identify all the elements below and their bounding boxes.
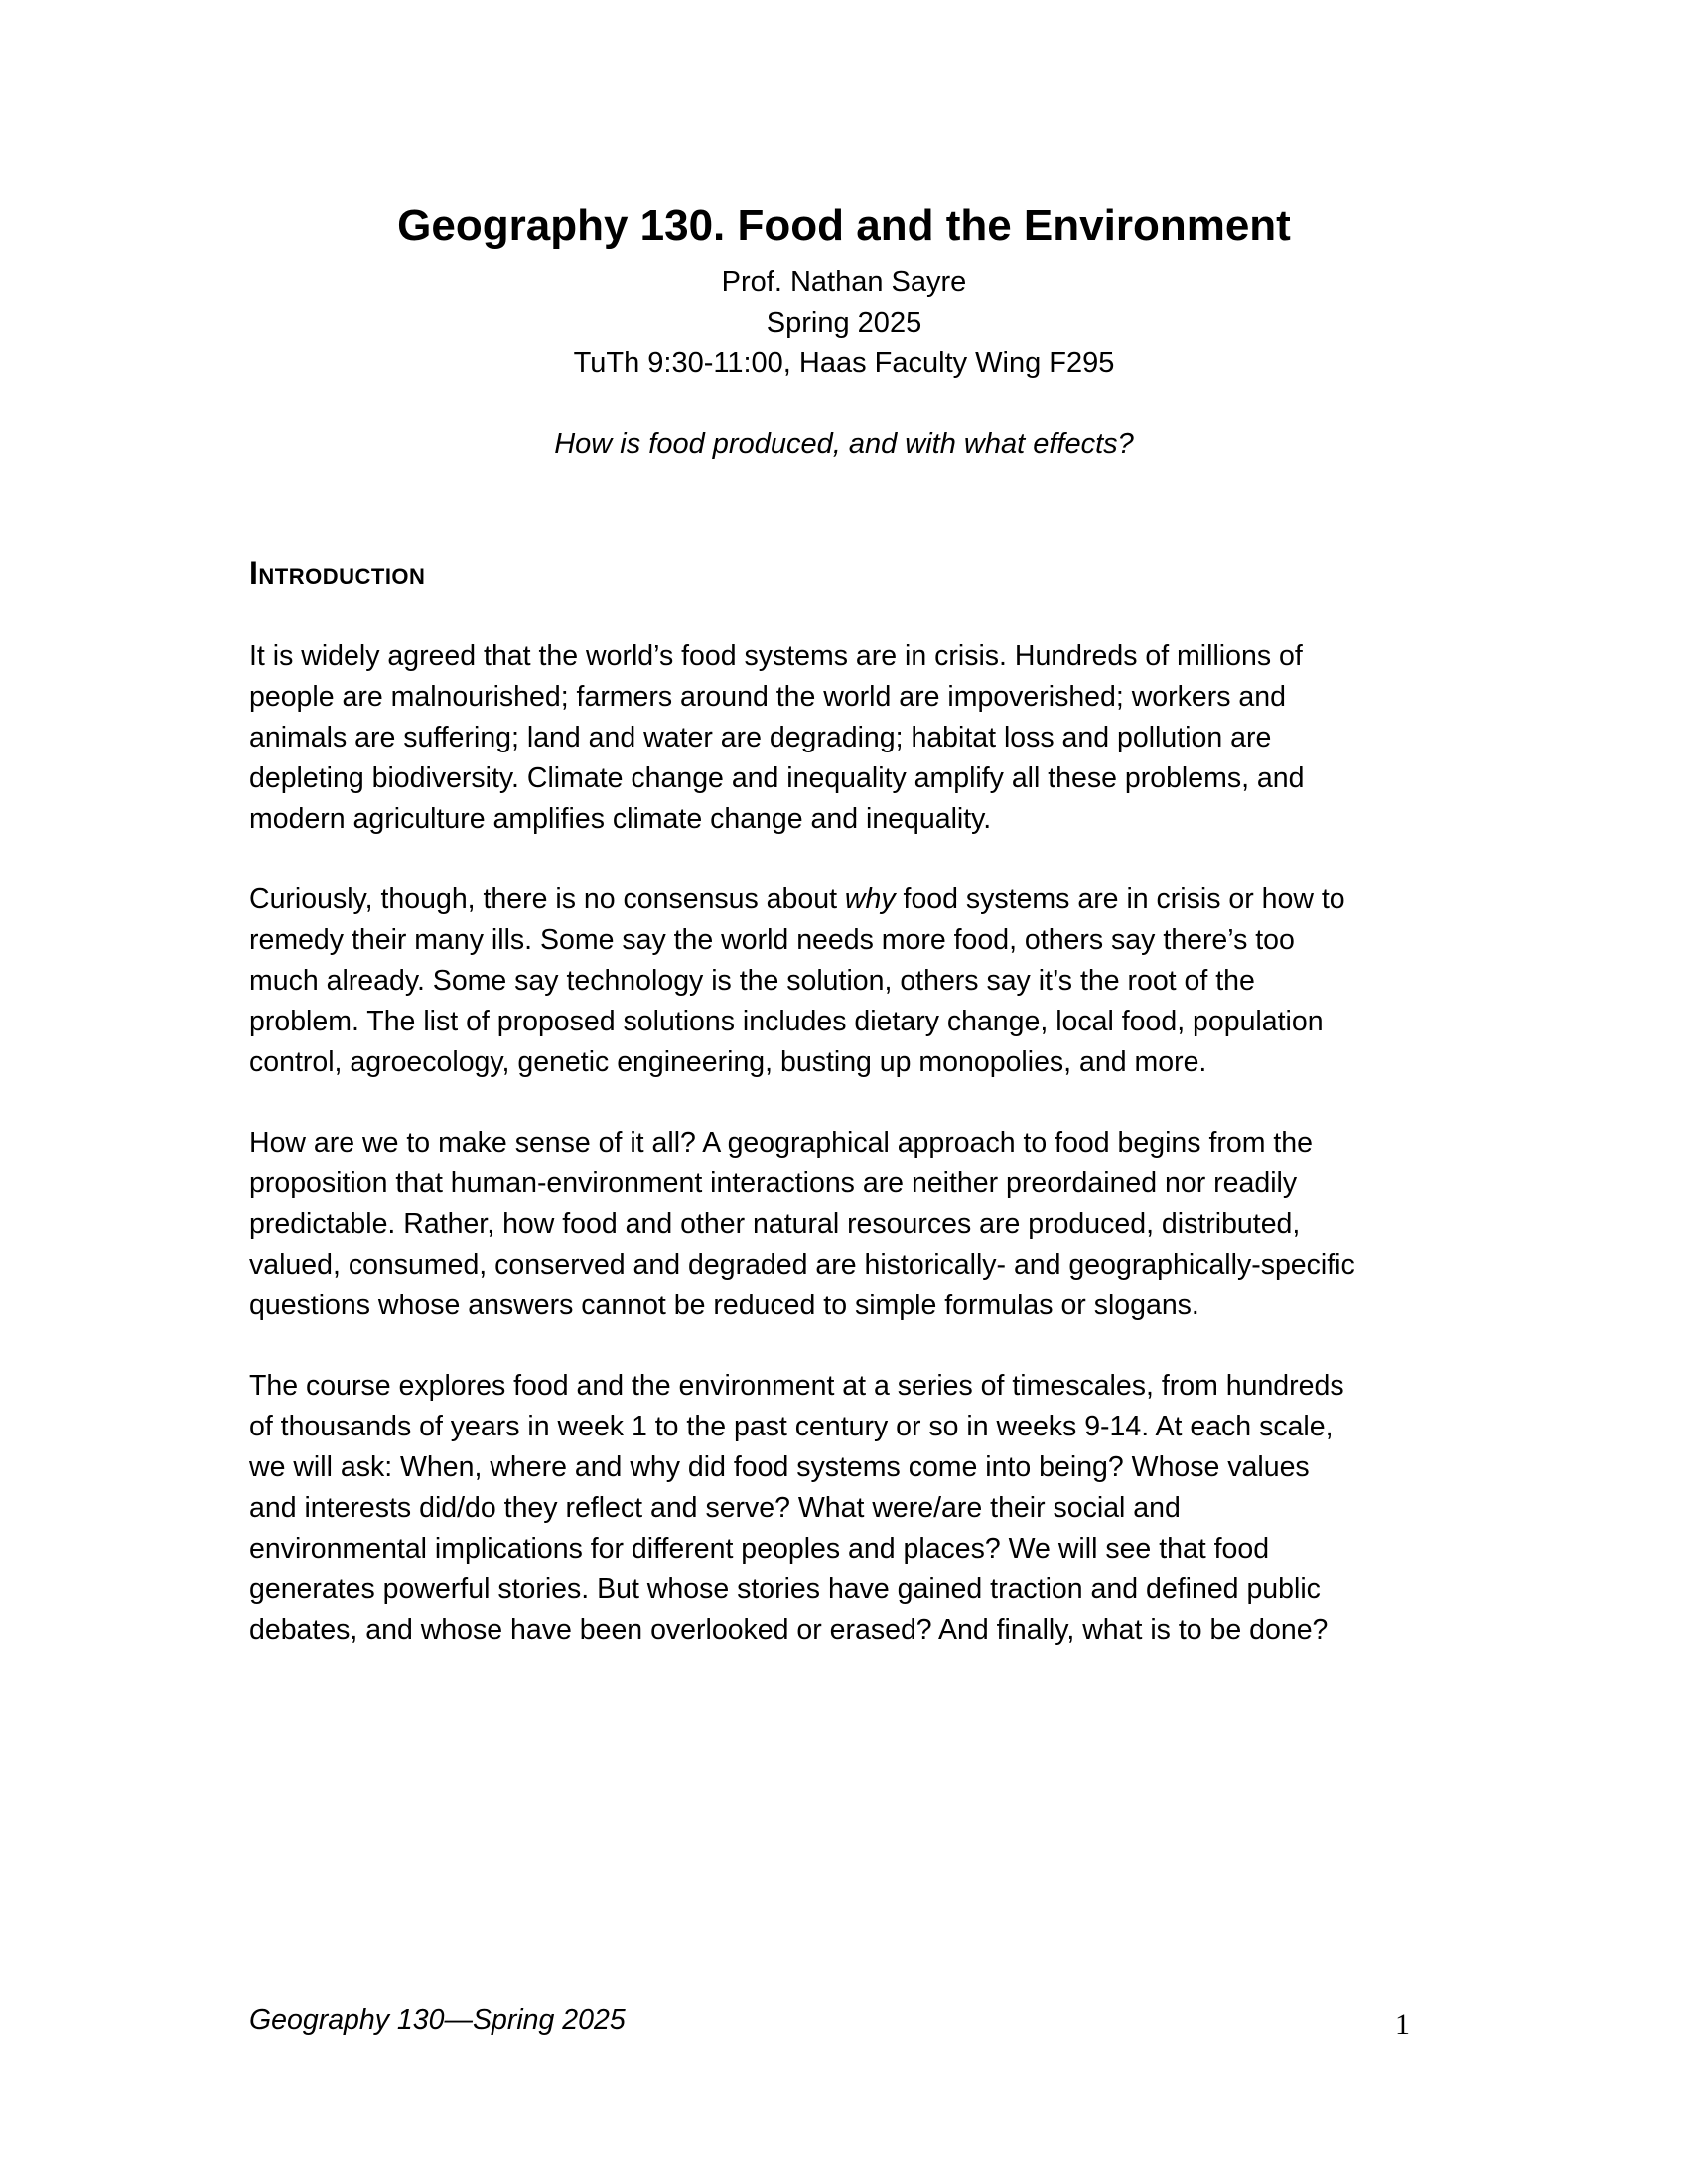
- course-schedule: TuTh 9:30-11:00, Haas Faculty Wing F295: [573, 347, 1115, 379]
- paragraph-line: depleting biodiversity. Climate change and inequality amplify all these problems, and: [249, 762, 1305, 794]
- intro-paragraph-4: [249, 1366, 1441, 1651]
- line-text: food systems are in crisis or how to: [895, 884, 1345, 915]
- paragraph-line: questions whose answers cannot be reduced to simple formulas or slogans.: [249, 1290, 1199, 1321]
- intro-paragraph-2: [249, 880, 1441, 1083]
- paragraph-line: proposition that human-environment interactions are neither preordained nor readily: [249, 1167, 1298, 1199]
- professor-name: Prof. Nathan Sayre: [721, 266, 967, 298]
- paragraph-line: problem. The list of proposed solutions includes dietary change, local food, population: [249, 1006, 1324, 1037]
- paragraph-line: environmental implications for different peoples and places? We will see that food: [249, 1533, 1270, 1565]
- paragraph-line: The course explores food and the environment at a series of timescales, from hundreds: [249, 1370, 1344, 1402]
- paragraph-line: and interests did/do they reflect and serve? What were/are their social and: [249, 1492, 1181, 1524]
- course-term: Spring 2025: [766, 307, 922, 339]
- paragraph-line: people are malnourished; farmers around the world are impoverished; workers and: [249, 681, 1286, 713]
- paragraph-line: of thousands of years in week 1 to the past century or so in weeks 9-14. At each scale,: [249, 1411, 1334, 1442]
- paragraph-line: control, agroecology, genetic engineering, busting up monopolies, and more.: [249, 1046, 1207, 1078]
- line-text: Curiously, though, there is no consensus about: [249, 884, 845, 915]
- paragraph-line: How are we to make sense of it all? A geographical approach to food begins from the: [249, 1127, 1313, 1159]
- paragraph-line: remedy their many ills. Some say the world needs more food, others say there’s too: [249, 924, 1295, 956]
- paragraph-line: much already. Some say technology is the solution, others say it’s the root of the: [249, 965, 1255, 997]
- paragraph-line: debates, and whose have been overlooked or erased? And finally, what is to be done?: [249, 1614, 1329, 1646]
- intro-paragraph-3: [249, 1123, 1441, 1326]
- paragraph-line: It is widely agreed that the world’s food systems are in crisis. Hundreds of millions of: [249, 640, 1303, 672]
- paragraph-line: generates powerful stories. But whose stories have gained traction and defined public: [249, 1573, 1321, 1605]
- paragraph-line: we will ask: When, where and why did food systems come into being? Whose values: [249, 1451, 1310, 1483]
- paragraph-line: animals are suffering; land and water are degrading; habitat loss and pollution are: [249, 722, 1272, 753]
- emphasis-text: why: [844, 884, 896, 915]
- paragraph-line: [249, 880, 1441, 920]
- footer-course-label: Geography 130—Spring 2025: [249, 2004, 626, 2036]
- paragraph-line: modern agriculture amplifies climate change and inequality.: [249, 803, 992, 835]
- paragraph-line: predictable. Rather, how food and other natural resources are produced, distributed,: [249, 1208, 1301, 1240]
- page-number: 1: [1395, 2008, 1410, 2041]
- course-title: Geography 130. Food and the Environment: [397, 202, 1291, 250]
- section-heading-introduction: Introduction: [249, 555, 426, 591]
- intro-paragraph-1: [249, 636, 1441, 840]
- paragraph-line: valued, consumed, conserved and degraded are historically- and geographically-specific: [249, 1249, 1355, 1281]
- course-tagline: How is food produced, and with what effects?: [554, 428, 1134, 460]
